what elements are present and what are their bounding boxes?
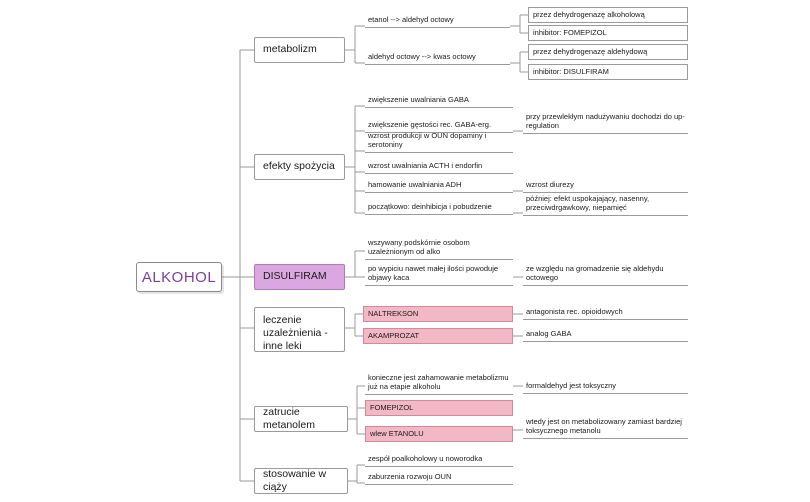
leaf-naltrekson[interactable] (363, 306, 513, 322)
leaf-label: zwiększenie gęstości rec. GABA-erg. (368, 120, 491, 130)
leaf-label: AKAMPROZAT (368, 331, 420, 341)
leaf-wszywany-podskornie[interactable] (365, 238, 513, 260)
leaf-zahamowanie-metabolizmu[interactable] (365, 373, 513, 395)
leaf-label: zwiększenie uwalniania GABA (368, 95, 469, 105)
leaf-label: hamowanie uwalniania ADH (368, 180, 462, 190)
leaf-inhibitor-disulfiram[interactable] (528, 64, 688, 80)
leaf-antagonista-opioidowych[interactable] (523, 306, 688, 320)
leaf-wlew-etanolu[interactable] (365, 426, 513, 442)
leaf-aldehyd-kwas[interactable] (365, 51, 510, 65)
leaf-dopamina-serotonina[interactable] (365, 130, 513, 153)
leaf-label: formaldehyd jest toksyczny (526, 381, 617, 391)
leaf-label: wzrost uwalniania ACTH i endorfin (368, 161, 483, 171)
leaf-gaba-uwalnianie[interactable] (365, 94, 513, 108)
leaf-acth-endorfiny[interactable] (365, 160, 513, 174)
leaf-deinhibicja[interactable] (365, 201, 513, 215)
branch-label: stosowanie w ciąży (263, 467, 327, 493)
leaf-label: NALTREKSON (368, 309, 419, 319)
branch-label: metabolizm (263, 43, 317, 56)
leaf-metabolizowany-zamiast[interactable] (523, 417, 688, 439)
branch-efekty-spozycia[interactable] (254, 154, 345, 180)
leaf-label: etanol --> aldehyd octowy (368, 15, 454, 25)
branch-label: zatrucie metanolem (263, 405, 315, 431)
leaf-label: wzrost diurezy (526, 180, 574, 190)
leaf-label: przy przewlekłym nadużywaniu dochodzi do up-regulation (526, 111, 685, 131)
leaf-label: przez dehydrogenazę alkoholową (533, 10, 645, 20)
leaf-objawy-kaca[interactable] (365, 264, 513, 286)
leaf-label: wzrost produkcji w OUN dopaminy i serotoniny (368, 130, 487, 150)
branch-disulfiram[interactable] (254, 264, 345, 290)
leaf-label: przez dehydrogenazę aldehydową (533, 47, 648, 57)
branch-label: efekty spożycia (263, 160, 335, 173)
leaf-formaldehyd-toksyczny[interactable] (523, 380, 688, 394)
leaf-adh[interactable] (365, 179, 513, 193)
leaf-label: inhibitor: FOMEPIZOL (533, 28, 607, 38)
leaf-label: wtedy jest on metabolizowany zamiast bardziej toksycznego metanolu (526, 416, 682, 436)
root-label: ALKOHOL (141, 268, 217, 286)
leaf-label: analog GABA (526, 329, 572, 339)
leaf-up-regulation[interactable] (523, 112, 688, 134)
leaf-dehydrogenaza-aldehydowa[interactable] (528, 44, 688, 60)
branch-metabolizm[interactable] (254, 37, 345, 63)
leaf-etanol-aldehyd[interactable] (365, 14, 510, 28)
leaf-fomepizol[interactable] (365, 400, 513, 416)
root-node[interactable] (136, 262, 222, 292)
leaf-label: inhibitor: DISULFIRAM (533, 67, 609, 77)
leaf-zaburzenia-oun[interactable] (365, 471, 513, 485)
leaf-dehydrogenaza-alkoholowa[interactable] (528, 7, 688, 23)
leaf-label: później: efekt uspokajający, nasenny, przeciwdrgawkowy, niepamięć (526, 193, 650, 213)
leaf-label: po wypiciu nawet małej ilości powoduje objawy kaca (368, 263, 499, 283)
leaf-akamprozat[interactable] (363, 328, 513, 344)
leaf-efekt-uspokajajacy[interactable] (523, 194, 688, 216)
leaf-label: zaburzenia rozwoju OUN (368, 472, 452, 482)
leaf-wzrost-diurezy[interactable] (523, 179, 688, 193)
leaf-gromadzenie-aldehydu[interactable] (523, 264, 688, 286)
leaf-analog-gaba[interactable] (523, 328, 688, 342)
leaf-label: wszywany podskórnie osobom uzależnionym od alko (368, 237, 470, 257)
branch-zatrucie-metanolem[interactable] (254, 406, 348, 432)
leaf-label: FOMEPIZOL (370, 403, 414, 413)
leaf-label: ze względu na gromadzenie się aldehydu octowego (526, 263, 664, 283)
leaf-inhibitor-fomepizol[interactable] (528, 25, 688, 41)
branch-label: DISULFIRAM (263, 270, 327, 283)
branch-leczenie-uzaleznienia[interactable] (254, 307, 345, 352)
leaf-label: konieczne jest zahamowanie metabolizmu już na etapie alkoholu (368, 372, 509, 392)
leaf-label: antagonista rec. opioidowych (526, 307, 623, 317)
leaf-label: zespół poalkoholowy u noworodka (368, 454, 483, 464)
leaf-label: wlew ETANOLU (370, 429, 424, 439)
branch-stosowanie-w-ciazy[interactable] (254, 468, 348, 494)
leaf-label: aldehyd octowy --> kwas octowy (368, 52, 476, 62)
leaf-zespol-poalkoholowy[interactable] (365, 453, 513, 467)
branch-label: leczenie uzależnienia - inne leki (263, 314, 328, 353)
leaf-label: początkowo: deinhibicja i pobudzenie (368, 202, 492, 212)
